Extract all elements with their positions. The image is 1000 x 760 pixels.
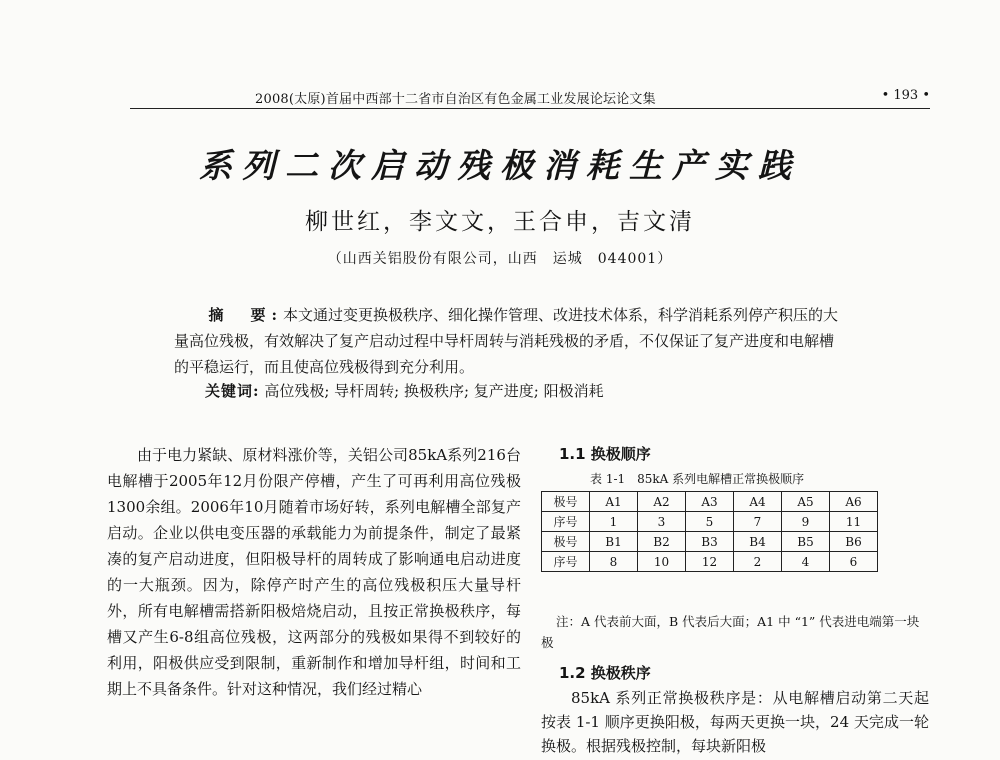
affiliation: （山西关铝股份有限公司，山西 运城 044001） [327, 251, 673, 267]
running-header [130, 88, 930, 106]
section-heading-1-1: 1.1 换极顺序 [559, 445, 651, 463]
table-cell: 2 [734, 552, 782, 572]
header-title: 2008(太原)首届中西部十二省市自治区有色金属工业发展论坛论文集 [255, 92, 656, 107]
table-cell: B5 [782, 532, 830, 552]
table-cell: A1 [590, 492, 638, 512]
table-cell: 极号 [542, 532, 590, 552]
abstract [174, 302, 846, 380]
table-cell: A6 [830, 492, 878, 512]
table-cell: B1 [590, 532, 638, 552]
table-cell: B2 [638, 532, 686, 552]
table-note: 注：A 代表前大面，B 代表后大面；A1 中 “1” 代表进电端第一块极 [541, 614, 920, 650]
body-right-column: 85kA 系列正常换极秩序是：从电解槽启动第二天起按表 1-1 顺序更换阳极，每两天更换一块，24 天完成一轮换极。根据残极控制，每块新阳极 [541, 689, 929, 755]
table-row [542, 492, 878, 512]
table-cell: 极号 [542, 492, 590, 512]
keywords-text: 高位残极; 导杆周转; 换极秩序; 复产进度; 阳极消耗 [264, 382, 604, 400]
table-row [542, 552, 878, 572]
table-cell: 序号 [542, 512, 590, 532]
table-cell: A3 [686, 492, 734, 512]
table-cell: 11 [830, 512, 878, 532]
table-cell: 12 [686, 552, 734, 572]
table-cell: 序号 [542, 552, 590, 572]
table-cell: A5 [782, 492, 830, 512]
table-cell: B6 [830, 532, 878, 552]
table-cell: 3 [638, 512, 686, 532]
table-cell: 9 [782, 512, 830, 532]
table-cell: 7 [734, 512, 782, 532]
table-cell: B3 [686, 532, 734, 552]
table-cell: 8 [590, 552, 638, 572]
table-cell: 5 [686, 512, 734, 532]
table-cell: 4 [782, 552, 830, 572]
table-cell: 10 [638, 552, 686, 572]
page-number: • 193 • [881, 88, 930, 103]
body-left-column: 由于电力紧缺、原材料涨价等，关铝公司85kA系列216台电解槽于2005年12月份限产停槽，产生了可再利用高位残极1300余组。2006年10月随着市场好转，系列电解槽全部复产启动。企业以供电变压器的承载能力为前提条件，制定了最紧凑的复产启动进度，但阳极导杆的周转成了影响通电启动进度的一大瓶颈。因为，除停产时产生的高位残极积压大量导杆外，所有电解槽需搭新阳极焙烧启动，且按正常换极秩序，每槽又产生6-8组高位残极，这两部分的残极如果得不到较好的利用，阳极供应受到限制，重新制作和增加导杆组，时间和工期上不具备条件。针对这种情况，我们经过精心 [107, 446, 521, 698]
table-row [542, 512, 878, 532]
keywords-label: 关键词: [205, 382, 260, 400]
table-cell: A2 [638, 492, 686, 512]
authors: 柳世红，李文文，王合申，吉文清 [305, 209, 695, 235]
paper-title: 系列二次启动残极消耗生产实践 [199, 146, 801, 185]
table-caption: 表 1-1 85kA 系列电解槽正常换极顺序 [590, 472, 805, 486]
section-heading-1-2: 1.2 换极秩序 [559, 664, 651, 682]
table-row [542, 532, 878, 552]
keywords [205, 380, 604, 401]
table-cell: 6 [830, 552, 878, 572]
abstract-text: 本文通过变更换极秩序、细化操作管理、改进技术体系，科学消耗系列停产积压的大量高位残极，有效解决了复产启动过程中导杆周转与消耗残极的矛盾，不仅保证了复产进度和电解槽的平稳运行，而且使高位残极得到充分利用。 [174, 306, 839, 376]
header-rule [130, 108, 930, 109]
abstract-label: 摘 要: [208, 306, 284, 324]
table-cell: 1 [590, 512, 638, 532]
table-cell: B4 [734, 532, 782, 552]
table-cell: A4 [734, 492, 782, 512]
anode-order-table [541, 491, 878, 572]
